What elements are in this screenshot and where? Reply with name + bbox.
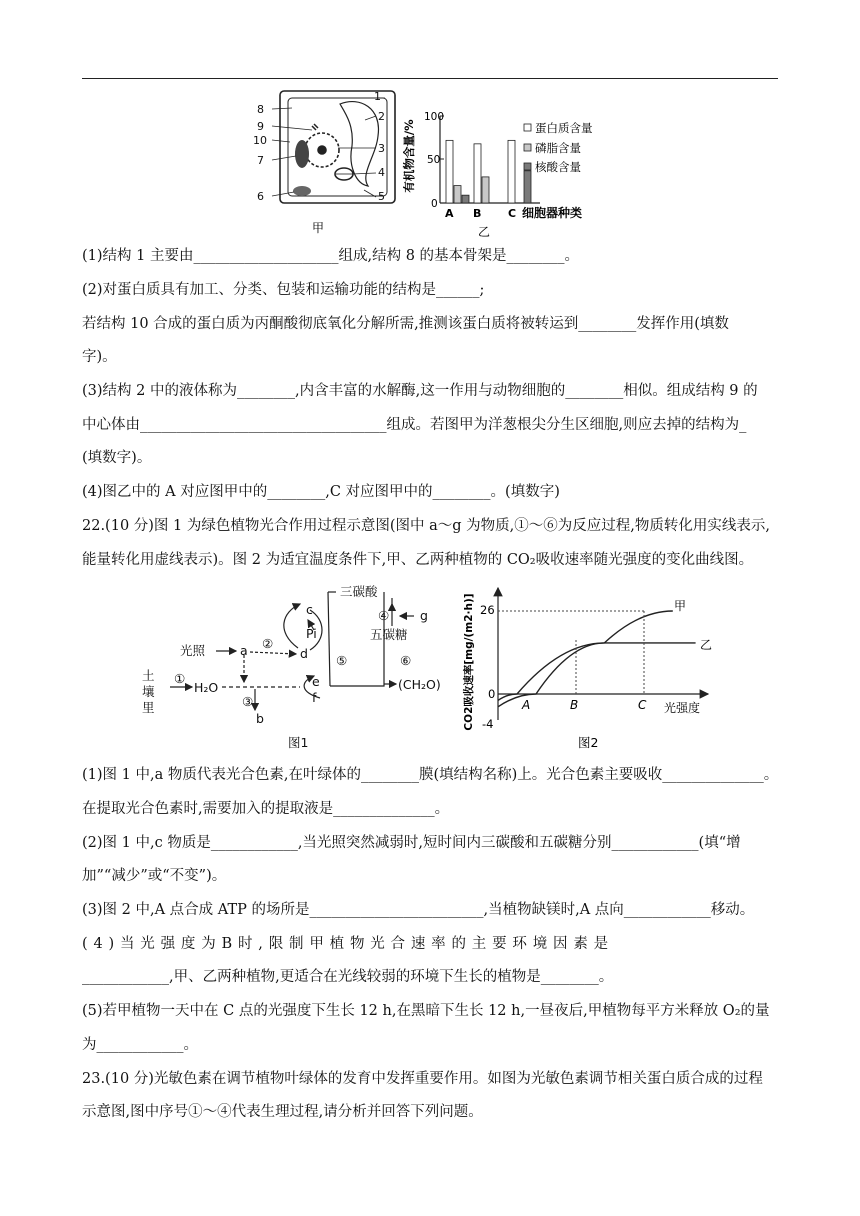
- q21-line-8: (4)图乙中的 A 对应图甲中的________,C 对应图甲中的________。(填数字): [82, 484, 560, 500]
- cell-label-3: 3: [378, 142, 385, 155]
- q21-line-5: (3)结构 2 中的液体称为________,内含丰富的水解酶,这一作用与动物细胞的________相似。组成结构 9 的: [82, 383, 758, 399]
- soil-char-1: 土: [142, 668, 155, 683]
- fig2-A: A: [522, 698, 531, 712]
- bar-C-0: [508, 140, 515, 203]
- q21-line-1: (1)结构 1 主要由____________________组成,结构 8 的基本骨架是________。: [82, 248, 580, 264]
- q21-line-6: 中心体由__________________________________组成。若图甲为洋葱根尖分生区细胞,则应去掉的结构为_: [82, 417, 747, 433]
- legend-protein: 蛋白质含量: [535, 121, 593, 135]
- curve-yi: [498, 643, 696, 700]
- ytick-0: 0: [431, 198, 438, 210]
- figure-photosynthesis-scheme: [130, 582, 450, 757]
- step-1: ①: [174, 671, 186, 686]
- xcat-B: B: [473, 207, 482, 220]
- cell-label-4: 4: [378, 166, 385, 179]
- q22-line-1: 22.(10 分)图 1 为绿色植物光合作用过程示意图(图中 a～g 为物质,①～⑥为反应过程,物质转化用实线表示,: [82, 518, 771, 534]
- letter-d: d: [300, 646, 308, 661]
- q22-line-5: (2)图 1 中,c 物质是____________,当光照突然减弱时,短时间内三碳酸和五碳糖分别____________(填“增: [82, 835, 741, 851]
- letter-f: f: [312, 690, 317, 705]
- q23-line-2: 示意图,图中序号①～④代表生理过程,请分析并回答下列问题。: [82, 1104, 483, 1120]
- cell-label-6: 6: [257, 190, 264, 203]
- bar-caption: 乙: [478, 225, 491, 238]
- figure-cell-and-bars: [250, 86, 620, 238]
- step-3: ③: [242, 694, 254, 709]
- figure-co2-curves: [460, 582, 730, 757]
- bar-legend: [524, 121, 593, 174]
- letter-g: g: [420, 608, 428, 623]
- step-6: ⑥: [400, 653, 412, 668]
- sanjt-label: 三碳酸: [340, 584, 378, 599]
- curve-jia: [498, 611, 673, 707]
- cell-label-5: 5: [378, 190, 385, 203]
- q22-line-2: 能量转化用虚线表示)。图 2 为适宜温度条件下,甲、乙两种植物的 CO₂吸收速率随光强度的变化曲线图。: [82, 552, 754, 568]
- cell-label-10: 10: [253, 134, 267, 147]
- step-2: ②: [262, 636, 274, 651]
- ytick-100: 100: [424, 111, 445, 123]
- q22-line-8: ( 4 ) 当 光 强 度 为 B 时 , 限 制 甲 植 物 光 合 速 率 的 主 要 环 境 因 素 是: [82, 936, 609, 952]
- header-rule: [82, 78, 778, 79]
- fig2-yneg: -4: [482, 717, 494, 731]
- light-label: 光照: [180, 643, 206, 658]
- fig1-caption: 图1: [288, 735, 309, 750]
- fig2-caption: 图2: [578, 735, 599, 750]
- bar-B-0: [474, 144, 481, 203]
- q21-line-7: (填数字)。: [82, 450, 152, 466]
- bar-A-2: [462, 195, 469, 203]
- bar-chart: [402, 111, 593, 238]
- ytick-50: 50: [427, 154, 441, 166]
- ch2o-label: (CH₂O): [398, 677, 441, 692]
- bar-xlabel: 细胞器种类: [522, 206, 583, 220]
- fig2-B: B: [570, 698, 579, 712]
- wutt-label: 五碳糖: [370, 627, 408, 642]
- q22-line-11: 为____________。: [82, 1037, 198, 1053]
- water-label: H₂O: [194, 680, 219, 695]
- legend-nucleic: 核酸含量: [535, 160, 581, 174]
- step-5: ⑤: [336, 653, 348, 668]
- letter-e: e: [312, 674, 320, 689]
- bar-A-0: [446, 140, 453, 203]
- xcat-A: A: [445, 207, 454, 220]
- fig2-C: C: [638, 698, 647, 712]
- q22-line-6: 加”“减少”或“不变”)。: [82, 868, 227, 884]
- cell-caption: 甲: [312, 221, 325, 235]
- fig2-xlabel: 光强度: [664, 701, 701, 715]
- letter-b: b: [256, 711, 264, 726]
- q21-line-4: 字)。: [82, 349, 117, 365]
- q21-line-3: 若结构 10 合成的蛋白质为丙酮酸彻底氧化分解所需,推测该蛋白质将被转运到________发挥作用(填数: [82, 316, 729, 332]
- cell-label-9: 9: [257, 120, 264, 133]
- q22-line-3: (1)图 1 中,a 物质代表光合色素,在叶绿体的________膜(填结构名称)上。光合色素主要吸收______________。: [82, 767, 779, 783]
- soil-char-2: 壤: [142, 684, 155, 699]
- q22-line-7: (3)图 2 中,A 点合成 ATP 的场所是________________________,当植物缺镁时,A 点向____________移动。: [82, 902, 755, 918]
- q22-line-4: 在提取光合色素时,需要加入的提取液是______________。: [82, 801, 450, 817]
- fig2-yi: 乙: [700, 638, 713, 652]
- fig2-jia: 甲: [674, 599, 687, 613]
- letter-a: a: [240, 643, 248, 658]
- q22-line-9: ____________,甲、乙两种植物,更适合在光线较弱的环境下生长的植物是________。: [82, 969, 614, 985]
- bar-B-1: [482, 177, 489, 203]
- q23-line-1: 23.(10 分)光敏色素在调节植物叶绿体的发育中发挥重要作用。如图为光敏色素调节相关蛋白质合成的过程: [82, 1071, 763, 1087]
- q21-line-2: (2)对蛋白质具有加工、分类、包装和运输功能的结构是______;: [82, 282, 485, 298]
- cell-label-7: 7: [257, 154, 264, 167]
- fig2-zero: 0: [488, 687, 496, 701]
- cell-label-1: 1: [374, 90, 381, 103]
- step-4: ④: [378, 608, 390, 623]
- fig2-y26: 26: [480, 603, 495, 617]
- cell-label-8: 8: [257, 103, 264, 116]
- bar-A-1: [454, 186, 461, 203]
- letter-c: c: [306, 602, 313, 617]
- q22-line-10: (5)若甲植物一天中在 C 点的光强度下生长 12 h,在黑暗下生长 12 h,一昼夜后,甲植物每平方米释放 O₂的量: [82, 1003, 770, 1019]
- pi-label: Pi: [306, 626, 317, 641]
- fig2-curves: [498, 611, 696, 707]
- legend-lipid: 磷脂含量: [535, 141, 581, 155]
- cell-label-2: 2: [378, 110, 385, 123]
- xcat-C: C: [508, 207, 517, 220]
- soil-char-3: 里: [142, 700, 155, 715]
- bar-C-2: [524, 171, 531, 203]
- fig2-ylabel: CO2吸收速率[mg/(m2·h)]: [463, 593, 475, 731]
- bar-ylabel: 有机物含量/%: [402, 119, 416, 193]
